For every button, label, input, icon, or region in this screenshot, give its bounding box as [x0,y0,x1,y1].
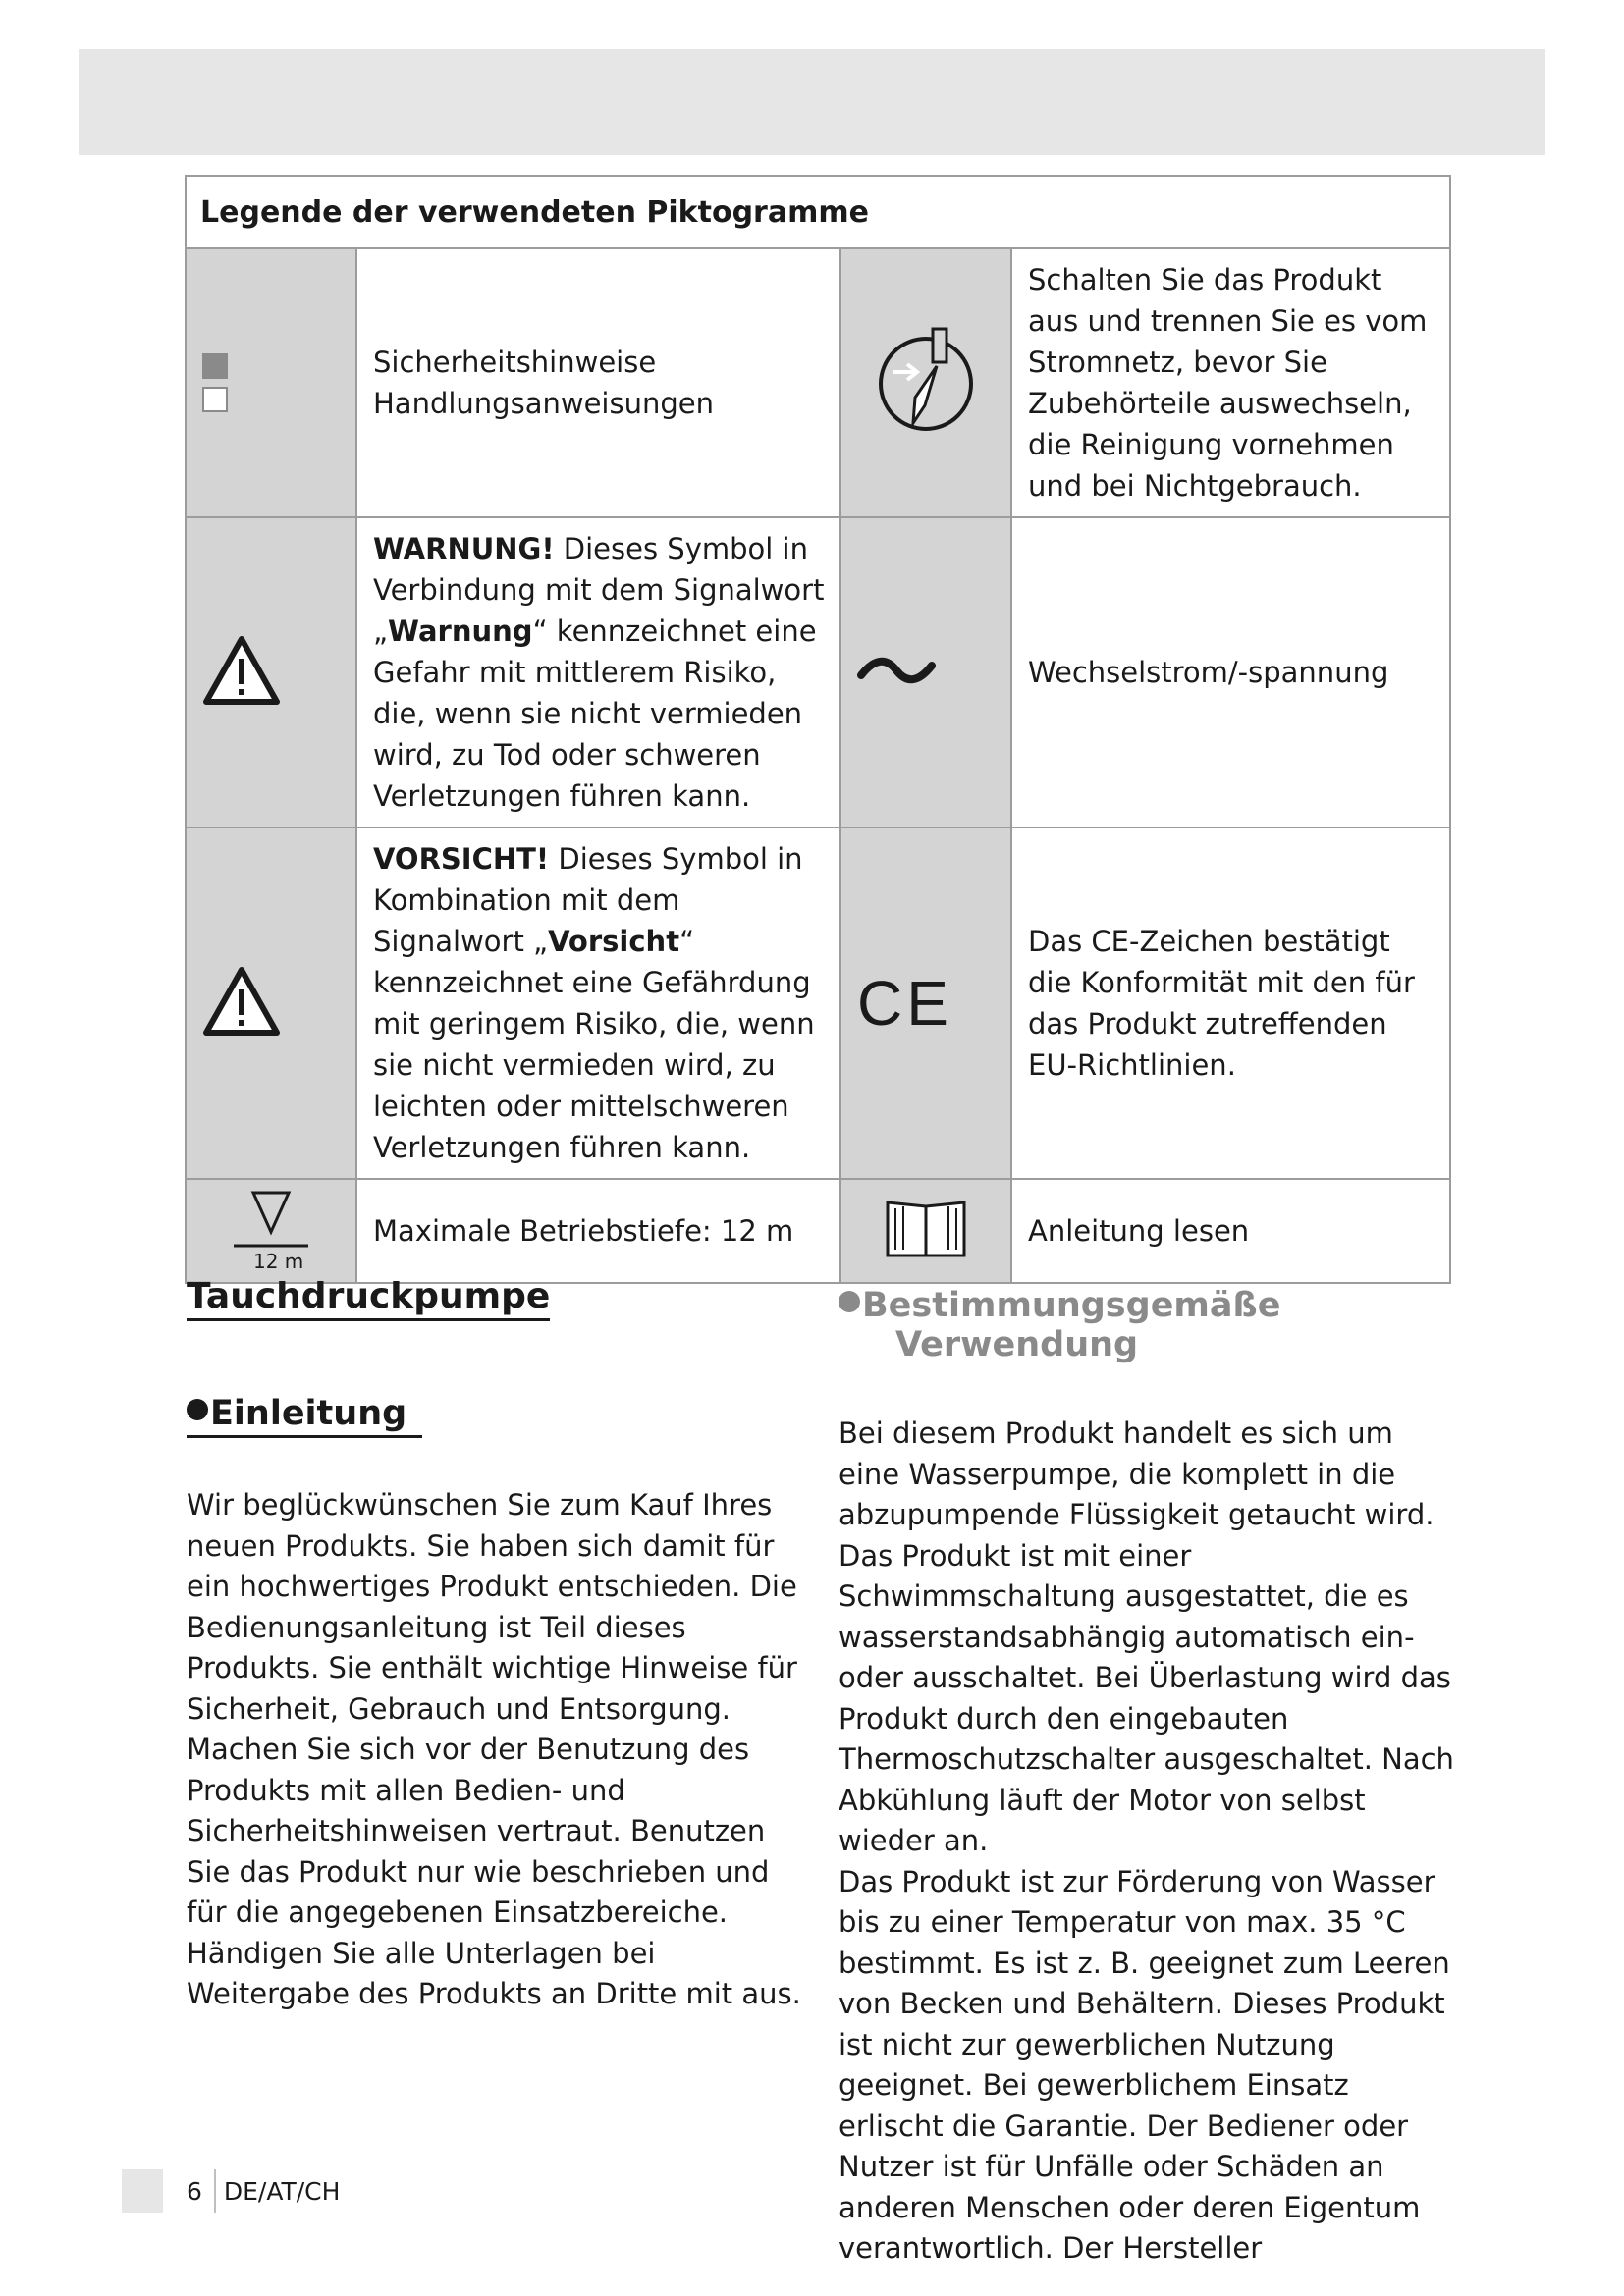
legend-text-disconnect: Schalten Sie das Produkt aus und trennen Sie es vom Stromnetz, bevor Sie Zubehörteile auswechseln, die Reinigung vornehmen und bei Nichtgebrauch. [1011,248,1450,517]
caution-signal-label: VORSICHT! [373,842,550,876]
page-footer [187,2177,340,2206]
introduction-paragraph: Wir beglückwünschen Sie zum Kauf Ihres neuen Produkts. Sie haben sich damit für ein hochwertiges Produkt entschieden. Die Bedienungsanleitung ist Teil dieses Produkts. Sie enthält wichtige Hinweise für Sicherheit, Gebrauch und Entsorgung. Machen Sie sich vor der Benutzung des Produkts mit allen Bedien- und Sicherheitshinweisen vertraut. Benutzen Sie das Produkt nur wie beschrieben und für die angegebenen Einsatzbereiche. Händigen Sie alle Unterlagen bei Weitergabe des Produkts an Dritte mit aus. [187,1488,801,2010]
warning-signal-label: WARNUNG! [373,532,555,565]
ce-mark-icon: CE [840,828,1011,1179]
legend-title: Legende der verwendeten Piktogramme [186,176,1450,248]
product-title: Tauchdruckpumpe [187,1276,550,1321]
section-heading-intended-use: Bestimmungsgemäße Verwendung [839,1286,1457,1364]
legend-text-warning: WARNUNG! Dieses Symbol in Verbindung mit dem Signalwort „Warnung“ kennzeichnet eine Gefahr mit mittlerem Risiko, die, wenn sie nicht vermieden wird, zu Tod oder schweren Verletzungen führen kann. [356,517,840,828]
left-column [187,1276,815,2015]
bullet-dot-icon [839,1291,860,1312]
legend-text-safety-instructions: Sicherheitshinweise Handlungsanweisungen [356,248,840,517]
warning-signal-word: Warnung [388,614,533,648]
page-number: 6 [187,2177,202,2206]
legend-text-ce: Das CE-Zeichen bestätigt die Konformität mit den für das Produkt zutreffenden EU-Richtlinien. [1011,828,1450,1179]
legend-text-ac: Wechselstrom/-spannung [1011,517,1450,828]
caution-signal-word: Vorsicht [548,925,680,958]
max-depth-icon [186,1179,356,1283]
bullet-dot-icon [187,1399,208,1420]
warning-triangle-icon [186,517,356,828]
legend-text-read-manual: Anleitung lesen [1011,1179,1450,1283]
header-band [79,49,1545,155]
pictogram-legend-table [185,175,1451,1284]
instruction-squares-icon [186,248,356,517]
caution-triangle-icon [186,828,356,1179]
section-heading-introduction: Einleitung [187,1394,422,1438]
max-depth-label: 12 m [253,1250,304,1273]
legend-text-max-depth: Maximale Betriebstiefe: 12 m [356,1179,840,1283]
alternating-current-icon [840,517,1011,828]
disconnect-power-icon [840,248,1011,517]
intended-use-paragraph-1: Bei diesem Produkt handelt es sich um eine Wasserpumpe, die komplett in die abzupumpende Flüssigkeit getaucht wird. Das Produkt ist mit einer Schwimmschaltung ausgestattet, die es wasserstandsabhängig automatisch ein- oder ausschaltet. Bei Überlastung wird das Produkt durch den eingebauten Thermoschutzschalter ausgeschaltet. Nach Abkühlung läuft der Motor von selbst wieder an. [839,1416,1454,1857]
legend-text-caution: VORSICHT! Dieses Symbol in Kombination mit dem Signalwort „Vorsicht“ kennzeichnet eine Gefährdung mit geringem Risiko, die, wenn sie nicht vermieden wird, zu leichten oder mittelschweren Verletzungen führen kann. [356,828,840,1179]
region-label: DE/AT/CH [223,2177,341,2206]
intended-use-paragraph-2: Das Produkt ist zur Förderung von Wasser bis zu einer Temperatur von max. 35 °C bestimmt. Es ist z. B. geeignet zum Leeren von Becken und Behältern. Dieses Produkt ist nicht zur gewerblichen Nutzung geeignet. Bei gewerblichem Einsatz erlischt die Garantie. Der Bediener oder Nutzer ist für Unfälle oder Schäden an anderen Menschen oder deren Eigentum verantwortlich. Der Hersteller [839,1864,1450,2265]
read-manual-icon [840,1179,1011,1283]
footer-marker [122,2169,163,2213]
right-column [839,1286,1457,2269]
